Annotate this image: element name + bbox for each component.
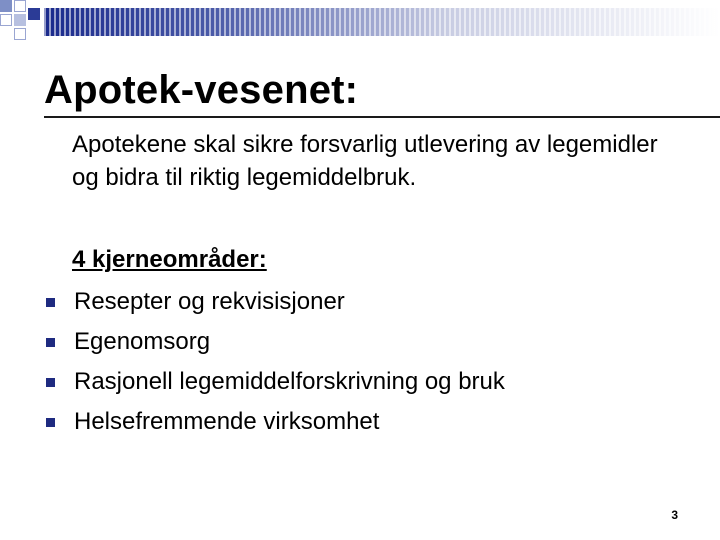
list-item: [44, 402, 505, 442]
list-item-label: Resepter og rekvisisjoner: [74, 288, 345, 315]
bullet-list: [44, 282, 505, 442]
square-bullet-icon: [46, 378, 55, 387]
list-item-label: Egenomsorg: [74, 328, 211, 355]
decor-square: [28, 8, 40, 20]
list-item: [44, 282, 505, 322]
square-bullet-icon: [46, 298, 55, 307]
decor-square: [14, 14, 26, 26]
list-item-label: Helsefremmende virksomhet: [74, 408, 380, 435]
slide-title: Apotek-vesenet:: [44, 68, 359, 112]
decor-square: [0, 14, 12, 26]
decor-square: [14, 0, 26, 12]
list-item: [44, 322, 505, 362]
list-item-label: Rasjonell legemiddelforskrivning og bruk: [74, 368, 505, 395]
title-underline: [44, 116, 720, 118]
intro-text: Apotekene skal sikre forsvarlig utlevering av legemidler og bidra til riktig legemiddelbruk.: [72, 131, 658, 191]
section-heading: 4 kjerneområder:: [72, 246, 267, 273]
page-number: 3: [671, 508, 678, 522]
square-bullet-icon: [46, 418, 55, 427]
decor-square: [0, 0, 12, 12]
square-bullet-icon: [46, 338, 55, 347]
list-item: [44, 362, 505, 402]
decor-square: [14, 28, 26, 40]
header-band-stripes: [44, 8, 720, 36]
